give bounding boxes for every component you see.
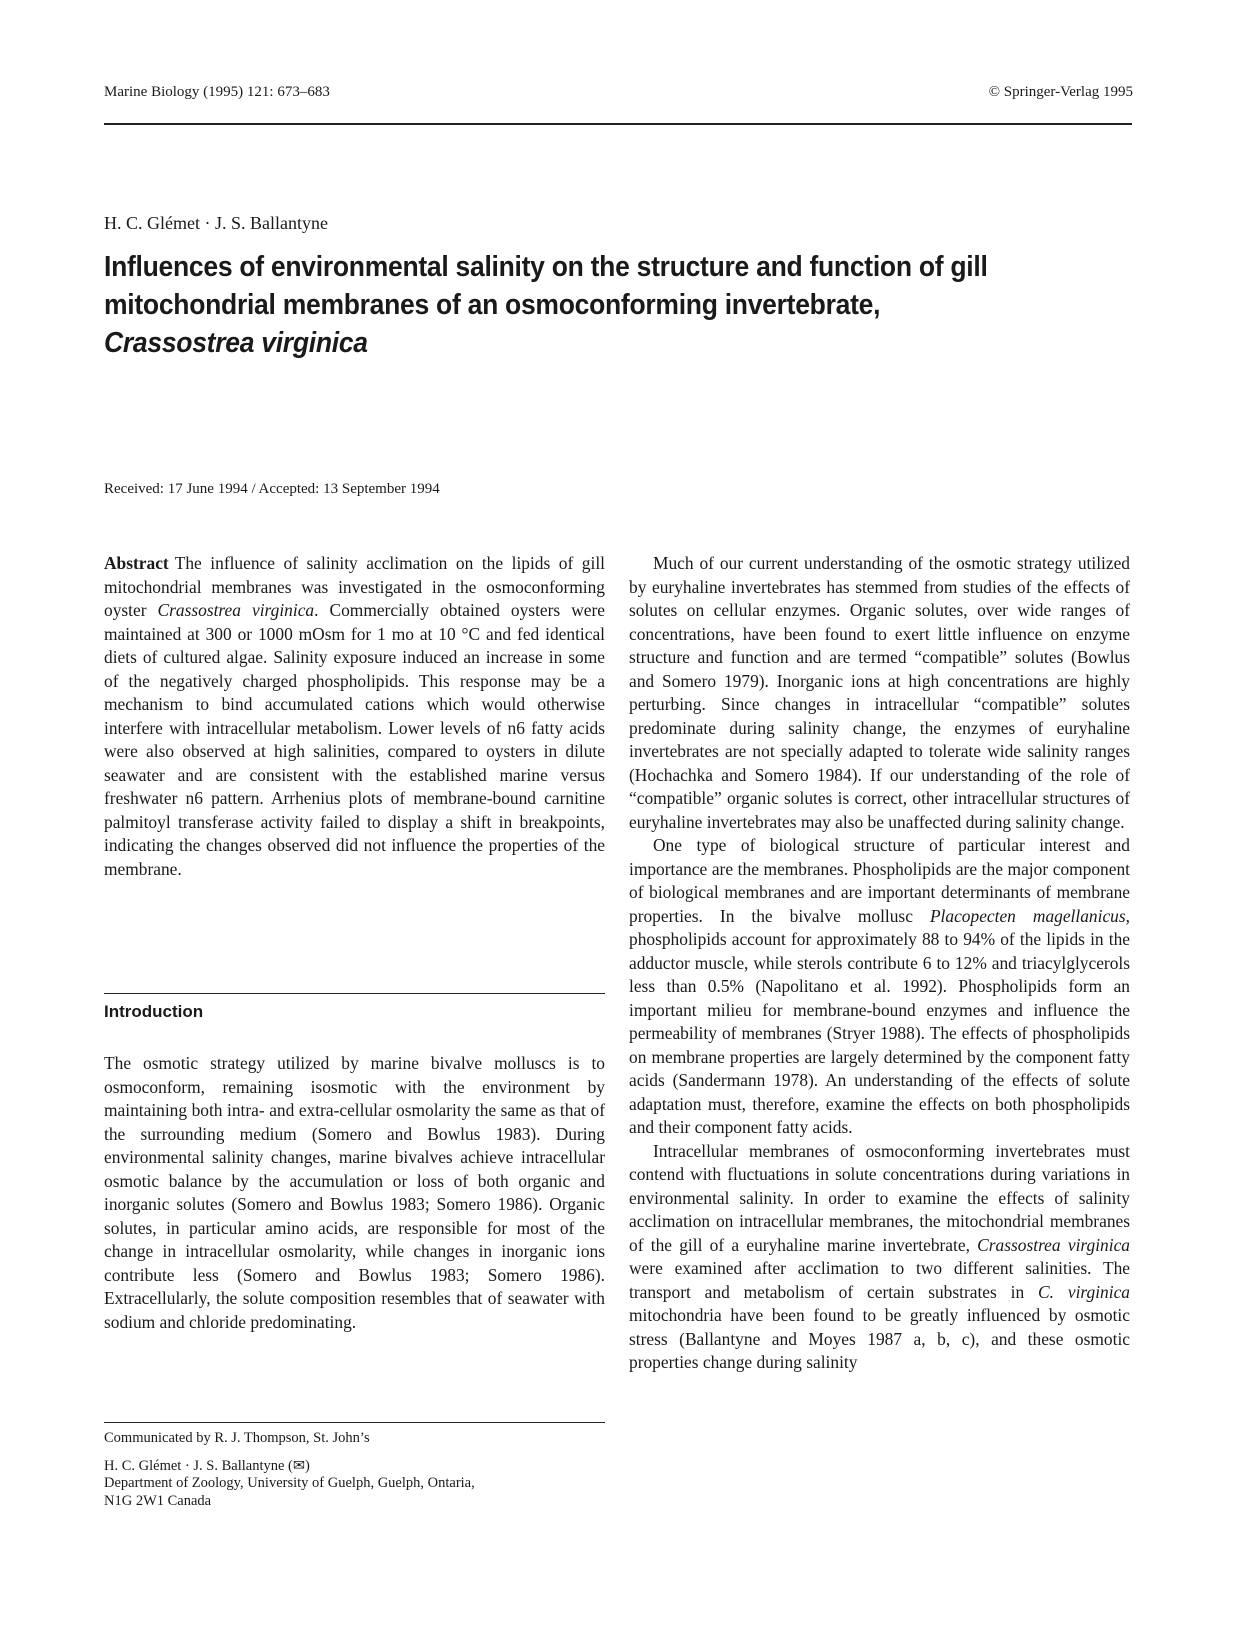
introduction-heading: Introduction xyxy=(104,1002,204,1021)
title-species: Crassostrea virginica xyxy=(104,327,368,359)
para4-species-2: C. virginica xyxy=(1038,1281,1130,1302)
para3-species: Placopecten magellanicus xyxy=(929,905,1126,926)
para4-species-1: Crassostrea virginica xyxy=(977,1234,1130,1255)
right-column xyxy=(629,552,1130,1375)
para3-text-b: , phospholipids account for approximately 88 to 94% of the lipids in the adductor muscle, while sterols contribute 6 to 12% and triacylglycerols less than 0.5% (Napolitano et al. 1992). Phospholipids form an important milieu for membrane-bound enzymes and influence the permeability of membranes (Stryer 1988). The effects of phospholipids on membrane properties are largely determined by the component fatty acids (Sandermann 1978). An understanding of the effects of solute adaptation must, therefore, examine the effects on both phospholipids and their component fatty acids. xyxy=(629,905,1130,1137)
para4-text-a: Intracellular membranes of osmoconforming invertebrates must contend with fluctuations in solute concentrations during variations in environmental salinity. In order to examine the effects of salinity acclimation on intracellular membranes, the mitochondrial membranes of the gill of a euryhaline marine invertebrate, xyxy=(629,1140,1130,1255)
header-divider xyxy=(104,123,1132,125)
footnote-divider xyxy=(104,1422,605,1423)
para4-text-b: were examined after acclimation to two different salinities. The transport and metabolism of certain substrates in xyxy=(629,1258,1130,1302)
abstract-species: Crassostrea virginica xyxy=(157,600,315,620)
communicated-by: Communicated by R. J. Thompson, St. John’s xyxy=(104,1430,370,1446)
received-accepted-dates: Received: 17 June 1994 / Accepted: 13 September 1994 xyxy=(104,481,440,497)
para3-text-a: One type of biological structure of particular interest and importance are the membranes. Phospholipids are the major component of biological membranes and are important determinants of membrane properties. In the bivalve mollusc xyxy=(629,835,1130,926)
abstract-text-1: The influence of salinity acclimation on the lipids of gill mitochondrial membranes was investigated in the osmoconforming oyster xyxy=(104,553,605,620)
intro-para-1: The osmotic strategy utilized by marine bivalve molluscs is to osmoconform, remaining isosmotic with the environment by maintaining both intra- and extra-cellular osmolarity the same as that of the surrounding medium (Somero and Bowlus 1983). During environmental salinity changes, marine bivalves achieve intracellular osmotic balance by the accumulation or loss of both organic and inorganic solutes (Somero and Bowlus 1983; Somero 1986). Organic solutes, in particular amino acids, are responsible for most of the change in intracellular osmolarity, while changes in inorganic ions contribute less (Somero and Bowlus 1983; Somero 1986). Extracellularly, the solute composition resembles that of seawater with sodium and chloride predominating. xyxy=(104,1053,605,1332)
intro-para-4 xyxy=(629,1140,1130,1375)
intro-para-3 xyxy=(629,834,1130,1140)
section-divider xyxy=(104,993,605,994)
introduction-paragraph-1 xyxy=(104,1052,605,1334)
abstract-label: Abstract xyxy=(104,553,169,573)
address-line-2: N1G 2W1 Canada xyxy=(104,1492,212,1509)
copyright-notice: © Springer-Verlag 1995 xyxy=(988,84,1133,100)
address-line-1: Department of Zoology, University of Guelph, Guelph, Ontaria, xyxy=(104,1475,475,1491)
intro-para-2: Much of our current understanding of the osmotic strategy utilized by euryhaline invertebrates has stemmed from studies of the effects of solutes on cellular enzymes. Organic solutes, over wide ranges of concentrations, have been found to exert little influence on enzyme structure and function and are termed “compatible” solutes (Bowlus and Somero 1979). Inorganic ions at high concentrations are highly perturbing. Since changes in intracellular “compatible” solutes predominate during salinity change, the enzymes of euryhaline invertebrates are not specially adapted to tolerate wide salinity ranges (Hochachka and Somero 1984). If our understanding of the role of “compatible” organic solutes is correct, other intracellular structures of euryhaline invertebrates may also be unaffected during salinity change. xyxy=(629,553,1130,832)
article-title xyxy=(104,248,1071,362)
correspondence-authors: H. C. Glémet · J. S. Ballantyne (✉) xyxy=(104,1457,310,1474)
abstract-text-2: . Commercially obtained oysters were maintained at 300 or 1000 mOsm for 1 mo at 10 °C and fed identical diets of cultured algae. Salinity exposure induced an increase in some of the negatively charged phospholipids. This response may be a mechanism to bind accumulated cations which would otherwise interfere with intracellular metabolism. Lower levels of n6 fatty acids were also observed at high salinities, compared to oysters in dilute seawater and are consistent with the established marine versus freshwater n6 pattern. Arrhenius plots of membrane-bound carnitine palmitoyl transferase activity failed to display a shift in breakpoints, indicating the changes observed did not influence the properties of the membrane. xyxy=(104,600,605,879)
para4-text-c: mitochondria have been found to be greatly influenced by osmotic stress (Ballantyne and Moyes 1987 a, b, c), and these osmotic properties change during salinity xyxy=(629,1305,1130,1372)
author-list: H. C. Glémet · J. S. Ballantyne xyxy=(104,213,328,233)
abstract xyxy=(104,552,605,881)
title-main: Influences of environmental salinity on the structure and function of gill mitochondrial membranes of an osmoconforming invertebrate, xyxy=(104,251,988,321)
footnote xyxy=(104,1430,605,1510)
journal-citation: Marine Biology (1995) 121: 673–683 xyxy=(104,84,330,100)
